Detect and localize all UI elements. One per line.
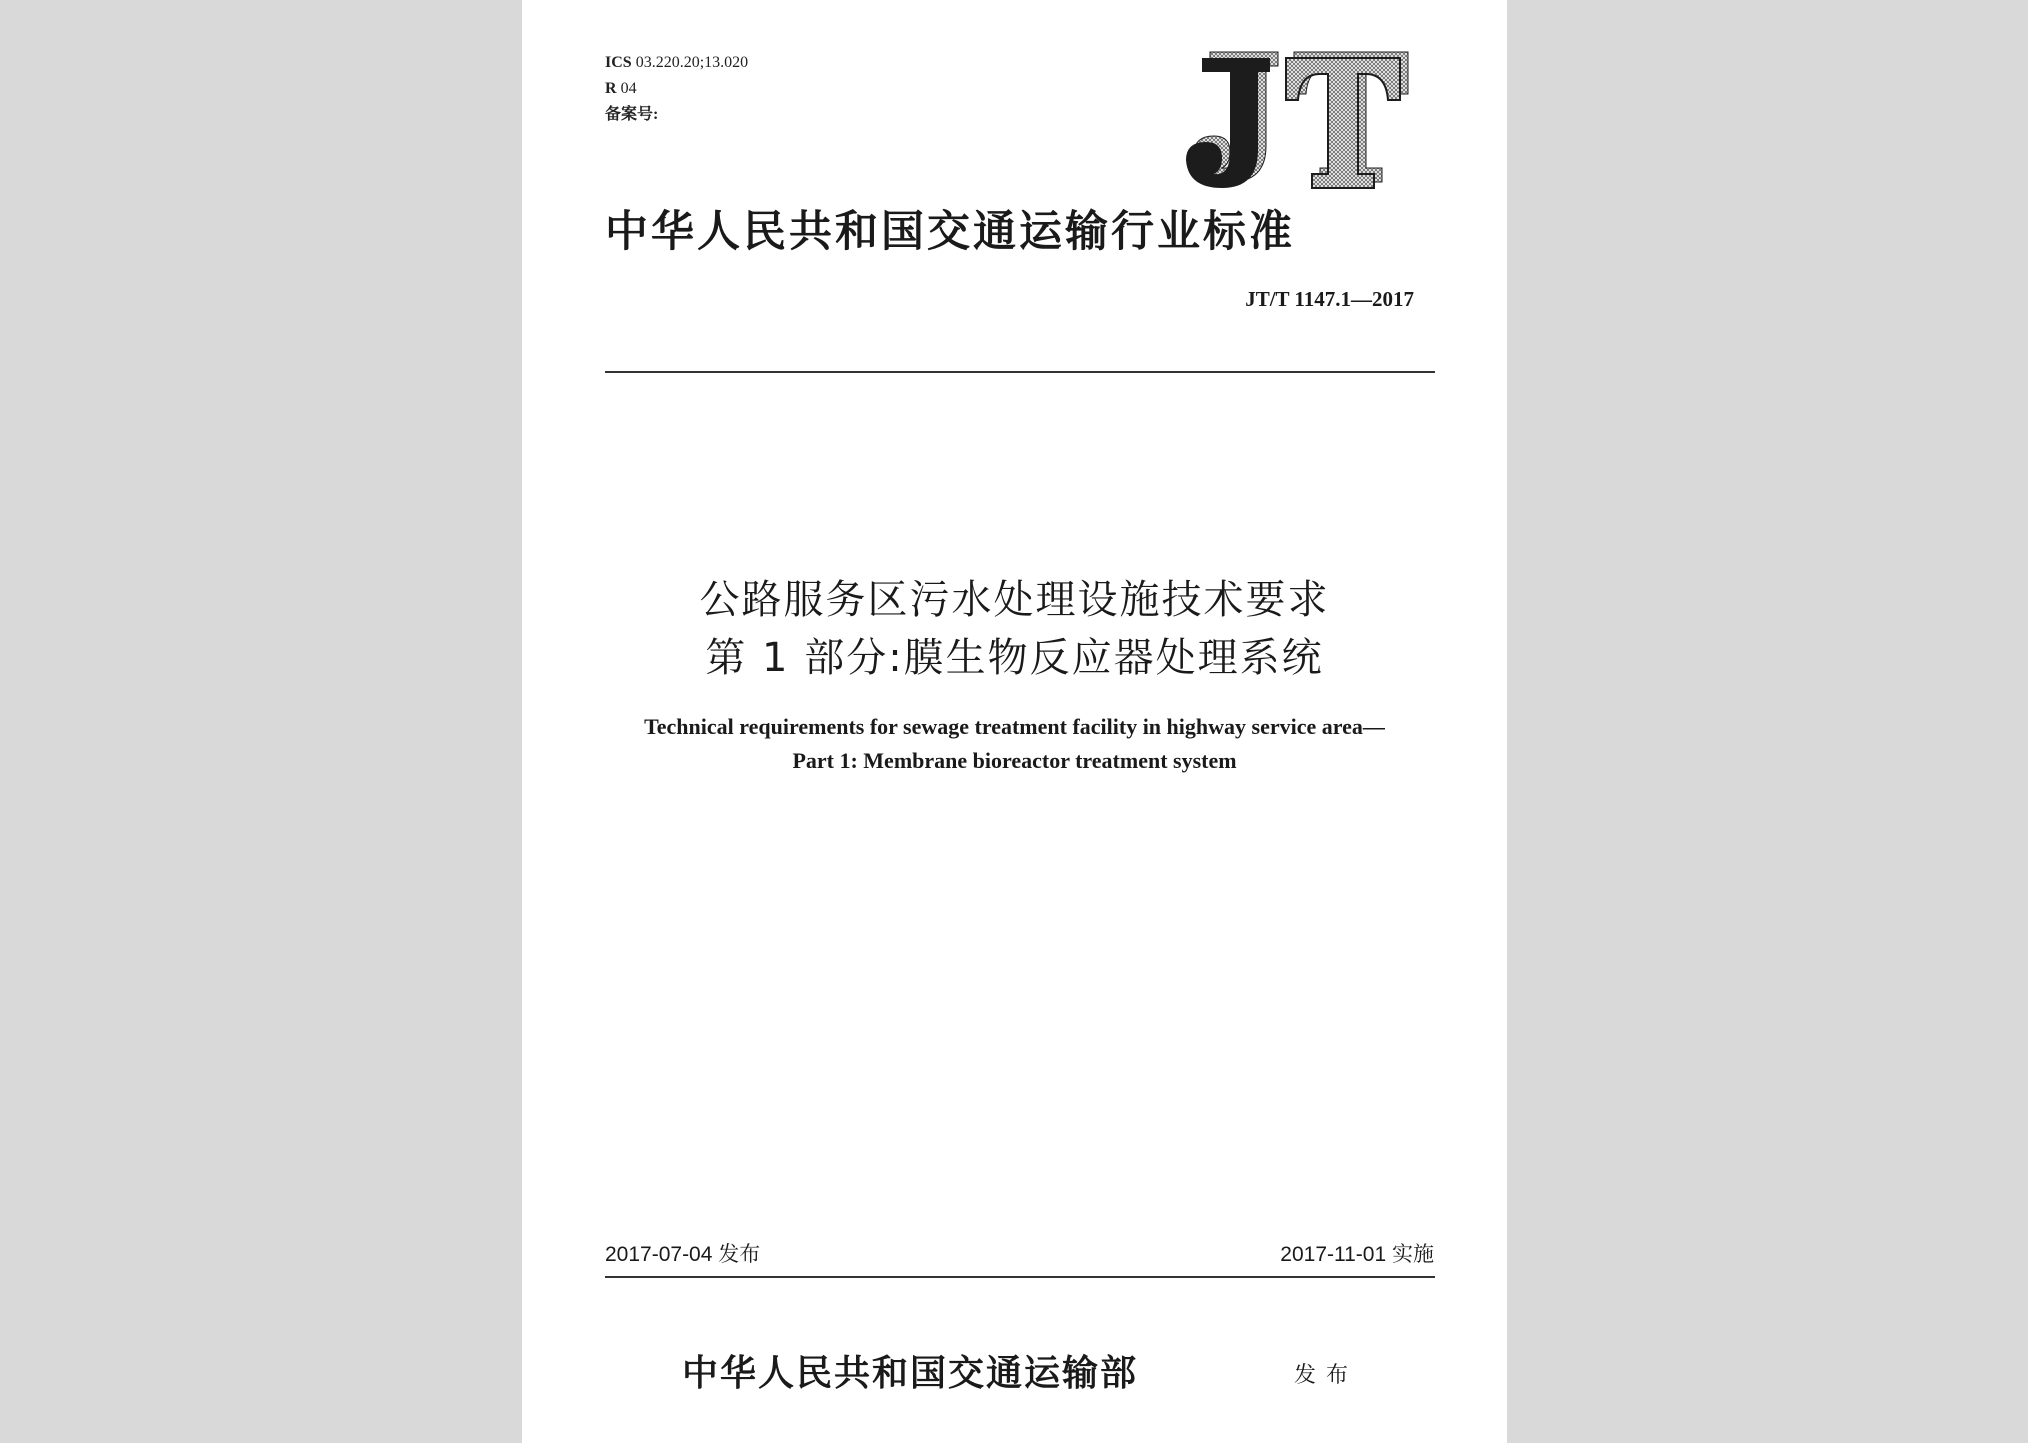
header-divider: [605, 371, 1435, 373]
publish-label: 发布: [1294, 1363, 1359, 1388]
chinese-title-line2: 第 1 部分:膜生物反应器处理系统: [705, 635, 1324, 681]
r-label: R: [605, 80, 617, 97]
chinese-title-line1: 公路服务区污水处理设施技术要求: [699, 577, 1330, 623]
publisher-name: 中华人民共和国交通运输部: [682, 1352, 1139, 1394]
jt-logo-graphic: [1182, 44, 1412, 194]
issue-date: 2017-07-04 发布: [605, 1243, 761, 1266]
industry-standard-title: 中华人民共和国交通运输行业标准: [605, 207, 1295, 257]
r-code: [605, 76, 637, 102]
record-label: 备案号:: [605, 106, 659, 123]
document-page: [522, 0, 1507, 1443]
jt-logo: [1182, 44, 1412, 184]
footer-divider: [605, 1276, 1435, 1278]
r-value: 04: [620, 80, 637, 97]
english-title-line1: Technical requirements for sewage treatment facility in highway service area—: [644, 714, 1385, 739]
standard-number: JT/T 1147.1—2017: [1245, 287, 1414, 311]
record-number: [605, 102, 658, 128]
ics-label: ICS: [605, 54, 632, 71]
implementation-date: 2017-11-01 实施: [1280, 1243, 1434, 1266]
english-title-line2: Part 1: Membrane bioreactor treatment system: [792, 748, 1237, 773]
ics-value: 03.220.20;13.020: [635, 54, 749, 71]
ics-code: [605, 50, 748, 76]
